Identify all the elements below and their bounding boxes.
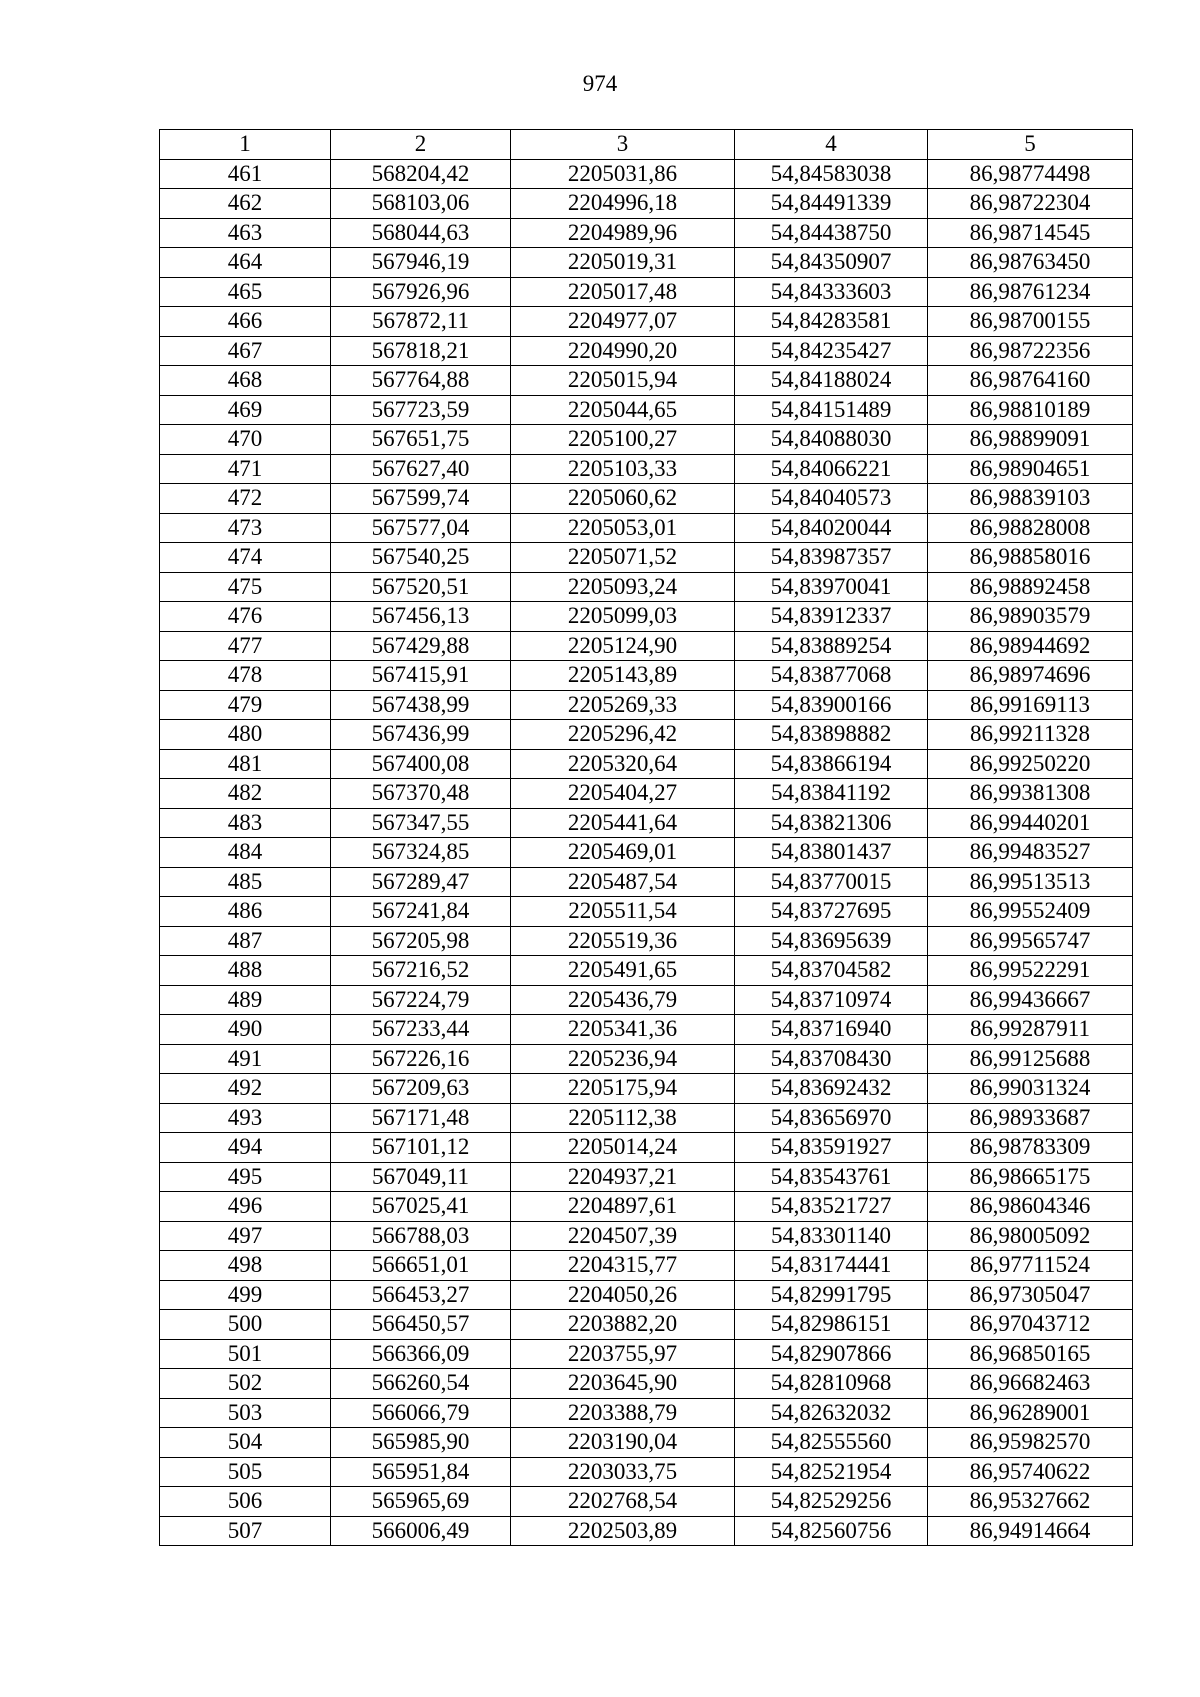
- point-number-cell: 487: [160, 926, 331, 956]
- latitude-cell: 54,83301140: [735, 1221, 928, 1251]
- longitude-cell: 86,99031324: [928, 1074, 1133, 1104]
- y-coordinate-cell: 2204897,61: [511, 1192, 735, 1222]
- y-coordinate-cell: 2204937,21: [511, 1162, 735, 1192]
- longitude-cell: 86,98665175: [928, 1162, 1133, 1192]
- point-number-cell: 501: [160, 1339, 331, 1369]
- latitude-cell: 54,84283581: [735, 307, 928, 337]
- x-coordinate-cell: 567233,44: [331, 1015, 511, 1045]
- y-coordinate-cell: 2205031,86: [511, 159, 735, 189]
- y-coordinate-cell: 2205112,38: [511, 1103, 735, 1133]
- x-coordinate-cell: 567926,96: [331, 277, 511, 307]
- table-row: [160, 248, 1133, 278]
- longitude-cell: 86,98700155: [928, 307, 1133, 337]
- longitude-cell: 86,98899091: [928, 425, 1133, 455]
- table-row: [160, 543, 1133, 573]
- table-row: [160, 1103, 1133, 1133]
- point-number-cell: 505: [160, 1457, 331, 1487]
- table-row: [160, 572, 1133, 602]
- point-number-cell: 481: [160, 749, 331, 779]
- point-number-cell: 486: [160, 897, 331, 927]
- y-coordinate-cell: 2203645,90: [511, 1369, 735, 1399]
- table-row: [160, 1133, 1133, 1163]
- longitude-cell: 86,99565747: [928, 926, 1133, 956]
- point-number-cell: 498: [160, 1251, 331, 1281]
- latitude-cell: 54,82810968: [735, 1369, 928, 1399]
- latitude-cell: 54,83970041: [735, 572, 928, 602]
- y-coordinate-cell: 2203388,79: [511, 1398, 735, 1428]
- y-coordinate-cell: 2205320,64: [511, 749, 735, 779]
- y-coordinate-cell: 2205441,64: [511, 808, 735, 838]
- longitude-cell: 86,96682463: [928, 1369, 1133, 1399]
- point-number-cell: 462: [160, 189, 331, 219]
- x-coordinate-cell: 567415,91: [331, 661, 511, 691]
- y-coordinate-cell: 2204996,18: [511, 189, 735, 219]
- y-coordinate-cell: 2205103,33: [511, 454, 735, 484]
- x-coordinate-cell: 567025,41: [331, 1192, 511, 1222]
- table-row: [160, 1015, 1133, 1045]
- longitude-cell: 86,98839103: [928, 484, 1133, 514]
- longitude-cell: 86,98604346: [928, 1192, 1133, 1222]
- point-number-cell: 476: [160, 602, 331, 632]
- table-row: [160, 1251, 1133, 1281]
- x-coordinate-cell: 566366,09: [331, 1339, 511, 1369]
- longitude-cell: 86,95982570: [928, 1428, 1133, 1458]
- y-coordinate-cell: 2205236,94: [511, 1044, 735, 1074]
- y-coordinate-cell: 2205100,27: [511, 425, 735, 455]
- table-header: [160, 130, 1133, 160]
- longitude-cell: 86,97043712: [928, 1310, 1133, 1340]
- y-coordinate-cell: 2203190,04: [511, 1428, 735, 1458]
- x-coordinate-cell: 566453,27: [331, 1280, 511, 1310]
- x-coordinate-cell: 566788,03: [331, 1221, 511, 1251]
- point-number-cell: 496: [160, 1192, 331, 1222]
- x-coordinate-cell: 567872,11: [331, 307, 511, 337]
- longitude-cell: 86,98974696: [928, 661, 1133, 691]
- table-row: [160, 484, 1133, 514]
- y-coordinate-cell: 2205044,65: [511, 395, 735, 425]
- x-coordinate-cell: 566066,79: [331, 1398, 511, 1428]
- latitude-cell: 54,83900166: [735, 690, 928, 720]
- latitude-cell: 54,83912337: [735, 602, 928, 632]
- longitude-cell: 86,99211328: [928, 720, 1133, 750]
- x-coordinate-cell: 566260,54: [331, 1369, 511, 1399]
- table-row: [160, 1516, 1133, 1546]
- x-coordinate-cell: 567241,84: [331, 897, 511, 927]
- point-number-cell: 468: [160, 366, 331, 396]
- latitude-cell: 54,84088030: [735, 425, 928, 455]
- table-row: [160, 897, 1133, 927]
- point-number-cell: 494: [160, 1133, 331, 1163]
- point-number-cell: 499: [160, 1280, 331, 1310]
- y-coordinate-cell: 2204977,07: [511, 307, 735, 337]
- x-coordinate-cell: 567224,79: [331, 985, 511, 1015]
- table-row: [160, 1192, 1133, 1222]
- longitude-cell: 86,99440201: [928, 808, 1133, 838]
- point-number-cell: 464: [160, 248, 331, 278]
- y-coordinate-cell: 2205015,94: [511, 366, 735, 396]
- y-coordinate-cell: 2205124,90: [511, 631, 735, 661]
- latitude-cell: 54,83987357: [735, 543, 928, 573]
- table-row: [160, 1221, 1133, 1251]
- table-row: [160, 1398, 1133, 1428]
- x-coordinate-cell: 566651,01: [331, 1251, 511, 1281]
- point-number-cell: 492: [160, 1074, 331, 1104]
- x-coordinate-cell: 567324,85: [331, 838, 511, 868]
- point-number-cell: 502: [160, 1369, 331, 1399]
- table-row: [160, 926, 1133, 956]
- latitude-cell: 54,83889254: [735, 631, 928, 661]
- point-number-cell: 480: [160, 720, 331, 750]
- longitude-cell: 86,98810189: [928, 395, 1133, 425]
- table-row: [160, 956, 1133, 986]
- x-coordinate-cell: 567429,88: [331, 631, 511, 661]
- longitude-cell: 86,98904651: [928, 454, 1133, 484]
- longitude-cell: 86,98903579: [928, 602, 1133, 632]
- table-body: [160, 159, 1133, 1546]
- y-coordinate-cell: 2205341,36: [511, 1015, 735, 1045]
- table-row: [160, 189, 1133, 219]
- x-coordinate-cell: 566450,57: [331, 1310, 511, 1340]
- x-coordinate-cell: 568044,63: [331, 218, 511, 248]
- column-header-1: 1: [160, 130, 331, 160]
- y-coordinate-cell: 2205053,01: [511, 513, 735, 543]
- y-coordinate-cell: 2205519,36: [511, 926, 735, 956]
- point-number-cell: 482: [160, 779, 331, 809]
- table-row: [160, 779, 1133, 809]
- longitude-cell: 86,98944692: [928, 631, 1133, 661]
- latitude-cell: 54,83708430: [735, 1044, 928, 1074]
- latitude-cell: 54,83877068: [735, 661, 928, 691]
- point-number-cell: 479: [160, 690, 331, 720]
- table-row: [160, 690, 1133, 720]
- latitude-cell: 54,83695639: [735, 926, 928, 956]
- point-number-cell: 484: [160, 838, 331, 868]
- table-row: [160, 1369, 1133, 1399]
- latitude-cell: 54,83821306: [735, 808, 928, 838]
- point-number-cell: 493: [160, 1103, 331, 1133]
- longitude-cell: 86,98783309: [928, 1133, 1133, 1163]
- y-coordinate-cell: 2204315,77: [511, 1251, 735, 1281]
- latitude-cell: 54,84333603: [735, 277, 928, 307]
- x-coordinate-cell: 567723,59: [331, 395, 511, 425]
- point-number-cell: 475: [160, 572, 331, 602]
- latitude-cell: 54,84188024: [735, 366, 928, 396]
- point-number-cell: 463: [160, 218, 331, 248]
- table-row: [160, 1487, 1133, 1517]
- table-row: [160, 1339, 1133, 1369]
- x-coordinate-cell: 567400,08: [331, 749, 511, 779]
- table-row: [160, 277, 1133, 307]
- x-coordinate-cell: 567436,99: [331, 720, 511, 750]
- latitude-cell: 54,84491339: [735, 189, 928, 219]
- point-number-cell: 461: [160, 159, 331, 189]
- latitude-cell: 54,82632032: [735, 1398, 928, 1428]
- latitude-cell: 54,83841192: [735, 779, 928, 809]
- table-row: [160, 1162, 1133, 1192]
- column-header-3: 3: [511, 130, 735, 160]
- latitude-cell: 54,82907866: [735, 1339, 928, 1369]
- point-number-cell: 467: [160, 336, 331, 366]
- table-row: [160, 307, 1133, 337]
- table-row: [160, 661, 1133, 691]
- y-coordinate-cell: 2205436,79: [511, 985, 735, 1015]
- x-coordinate-cell: 567226,16: [331, 1044, 511, 1074]
- y-coordinate-cell: 2205060,62: [511, 484, 735, 514]
- point-number-cell: 506: [160, 1487, 331, 1517]
- longitude-cell: 86,99552409: [928, 897, 1133, 927]
- latitude-cell: 54,83801437: [735, 838, 928, 868]
- longitude-cell: 86,98764160: [928, 366, 1133, 396]
- latitude-cell: 54,82986151: [735, 1310, 928, 1340]
- x-coordinate-cell: 567049,11: [331, 1162, 511, 1192]
- point-number-cell: 474: [160, 543, 331, 573]
- latitude-cell: 54,82991795: [735, 1280, 928, 1310]
- longitude-cell: 86,98722356: [928, 336, 1133, 366]
- x-coordinate-cell: 567289,47: [331, 867, 511, 897]
- longitude-cell: 86,98722304: [928, 189, 1133, 219]
- y-coordinate-cell: 2205071,52: [511, 543, 735, 573]
- y-coordinate-cell: 2205143,89: [511, 661, 735, 691]
- latitude-cell: 54,83898882: [735, 720, 928, 750]
- table-row: [160, 159, 1133, 189]
- coordinates-table: [159, 129, 1133, 1546]
- latitude-cell: 54,83591927: [735, 1133, 928, 1163]
- y-coordinate-cell: 2203755,97: [511, 1339, 735, 1369]
- y-coordinate-cell: 2205093,24: [511, 572, 735, 602]
- x-coordinate-cell: 567946,19: [331, 248, 511, 278]
- point-number-cell: 478: [160, 661, 331, 691]
- point-number-cell: 473: [160, 513, 331, 543]
- x-coordinate-cell: 567627,40: [331, 454, 511, 484]
- y-coordinate-cell: 2205296,42: [511, 720, 735, 750]
- y-coordinate-cell: 2205099,03: [511, 602, 735, 632]
- x-coordinate-cell: 567205,98: [331, 926, 511, 956]
- x-coordinate-cell: 567370,48: [331, 779, 511, 809]
- y-coordinate-cell: 2205014,24: [511, 1133, 735, 1163]
- longitude-cell: 86,95740622: [928, 1457, 1133, 1487]
- y-coordinate-cell: 2202768,54: [511, 1487, 735, 1517]
- point-number-cell: 465: [160, 277, 331, 307]
- longitude-cell: 86,98763450: [928, 248, 1133, 278]
- table-row: [160, 749, 1133, 779]
- y-coordinate-cell: 2203882,20: [511, 1310, 735, 1340]
- table-row: [160, 1044, 1133, 1074]
- latitude-cell: 54,83704582: [735, 956, 928, 986]
- longitude-cell: 86,98761234: [928, 277, 1133, 307]
- longitude-cell: 86,99513513: [928, 867, 1133, 897]
- longitude-cell: 86,94914664: [928, 1516, 1133, 1546]
- x-coordinate-cell: 565985,90: [331, 1428, 511, 1458]
- point-number-cell: 503: [160, 1398, 331, 1428]
- longitude-cell: 86,99287911: [928, 1015, 1133, 1045]
- longitude-cell: 86,97711524: [928, 1251, 1133, 1281]
- latitude-cell: 54,83656970: [735, 1103, 928, 1133]
- latitude-cell: 54,83866194: [735, 749, 928, 779]
- table-row: [160, 867, 1133, 897]
- longitude-cell: 86,99381308: [928, 779, 1133, 809]
- point-number-cell: 471: [160, 454, 331, 484]
- longitude-cell: 86,98828008: [928, 513, 1133, 543]
- x-coordinate-cell: 567456,13: [331, 602, 511, 632]
- point-number-cell: 489: [160, 985, 331, 1015]
- y-coordinate-cell: 2205269,33: [511, 690, 735, 720]
- point-number-cell: 491: [160, 1044, 331, 1074]
- y-coordinate-cell: 2205017,48: [511, 277, 735, 307]
- x-coordinate-cell: 567818,21: [331, 336, 511, 366]
- longitude-cell: 86,98892458: [928, 572, 1133, 602]
- table-row: [160, 1310, 1133, 1340]
- header-row: [160, 130, 1133, 160]
- x-coordinate-cell: 567599,74: [331, 484, 511, 514]
- point-number-cell: 477: [160, 631, 331, 661]
- latitude-cell: 54,84020044: [735, 513, 928, 543]
- y-coordinate-cell: 2204990,20: [511, 336, 735, 366]
- point-number-cell: 466: [160, 307, 331, 337]
- y-coordinate-cell: 2205491,65: [511, 956, 735, 986]
- x-coordinate-cell: 567216,52: [331, 956, 511, 986]
- table-row: [160, 395, 1133, 425]
- table-row: [160, 366, 1133, 396]
- longitude-cell: 86,98858016: [928, 543, 1133, 573]
- y-coordinate-cell: 2203033,75: [511, 1457, 735, 1487]
- latitude-cell: 54,83727695: [735, 897, 928, 927]
- point-number-cell: 504: [160, 1428, 331, 1458]
- latitude-cell: 54,84235427: [735, 336, 928, 366]
- table-row: [160, 1074, 1133, 1104]
- point-number-cell: 470: [160, 425, 331, 455]
- latitude-cell: 54,84040573: [735, 484, 928, 514]
- longitude-cell: 86,99169113: [928, 690, 1133, 720]
- y-coordinate-cell: 2205404,27: [511, 779, 735, 809]
- table-row: [160, 985, 1133, 1015]
- point-number-cell: 497: [160, 1221, 331, 1251]
- point-number-cell: 490: [160, 1015, 331, 1045]
- y-coordinate-cell: 2204050,26: [511, 1280, 735, 1310]
- longitude-cell: 86,96850165: [928, 1339, 1133, 1369]
- y-coordinate-cell: 2205487,54: [511, 867, 735, 897]
- point-number-cell: 469: [160, 395, 331, 425]
- latitude-cell: 54,84583038: [735, 159, 928, 189]
- longitude-cell: 86,99125688: [928, 1044, 1133, 1074]
- table-row: [160, 1428, 1133, 1458]
- point-number-cell: 485: [160, 867, 331, 897]
- latitude-cell: 54,83521727: [735, 1192, 928, 1222]
- latitude-cell: 54,82555560: [735, 1428, 928, 1458]
- table-row: [160, 336, 1133, 366]
- longitude-cell: 86,99522291: [928, 956, 1133, 986]
- point-number-cell: 495: [160, 1162, 331, 1192]
- x-coordinate-cell: 567764,88: [331, 366, 511, 396]
- x-coordinate-cell: 566006,49: [331, 1516, 511, 1546]
- longitude-cell: 86,95327662: [928, 1487, 1133, 1517]
- table-row: [160, 808, 1133, 838]
- longitude-cell: 86,96289001: [928, 1398, 1133, 1428]
- page-number: 974: [582, 71, 618, 96]
- x-coordinate-cell: 568204,42: [331, 159, 511, 189]
- column-header-4: 4: [735, 130, 928, 160]
- table-row: [160, 1457, 1133, 1487]
- x-coordinate-cell: 565951,84: [331, 1457, 511, 1487]
- latitude-cell: 54,83543761: [735, 1162, 928, 1192]
- latitude-cell: 54,84151489: [735, 395, 928, 425]
- x-coordinate-cell: 567540,25: [331, 543, 511, 573]
- x-coordinate-cell: 567651,75: [331, 425, 511, 455]
- x-coordinate-cell: 567347,55: [331, 808, 511, 838]
- x-coordinate-cell: 568103,06: [331, 189, 511, 219]
- x-coordinate-cell: 567171,48: [331, 1103, 511, 1133]
- latitude-cell: 54,84350907: [735, 248, 928, 278]
- column-header-5: 5: [928, 130, 1133, 160]
- point-number-cell: 500: [160, 1310, 331, 1340]
- latitude-cell: 54,83174441: [735, 1251, 928, 1281]
- x-coordinate-cell: 567520,51: [331, 572, 511, 602]
- point-number-cell: 472: [160, 484, 331, 514]
- point-number-cell: 488: [160, 956, 331, 986]
- y-coordinate-cell: 2204989,96: [511, 218, 735, 248]
- longitude-cell: 86,97305047: [928, 1280, 1133, 1310]
- y-coordinate-cell: 2202503,89: [511, 1516, 735, 1546]
- y-coordinate-cell: 2205469,01: [511, 838, 735, 868]
- longitude-cell: 86,98714545: [928, 218, 1133, 248]
- latitude-cell: 54,84438750: [735, 218, 928, 248]
- latitude-cell: 54,83770015: [735, 867, 928, 897]
- longitude-cell: 86,98005092: [928, 1221, 1133, 1251]
- latitude-cell: 54,82529256: [735, 1487, 928, 1517]
- x-coordinate-cell: 567209,63: [331, 1074, 511, 1104]
- table-row: [160, 720, 1133, 750]
- y-coordinate-cell: 2204507,39: [511, 1221, 735, 1251]
- point-number-cell: 483: [160, 808, 331, 838]
- table-row: [160, 513, 1133, 543]
- y-coordinate-cell: 2205511,54: [511, 897, 735, 927]
- x-coordinate-cell: 567101,12: [331, 1133, 511, 1163]
- longitude-cell: 86,99436667: [928, 985, 1133, 1015]
- table-row: [160, 218, 1133, 248]
- latitude-cell: 54,83692432: [735, 1074, 928, 1104]
- longitude-cell: 86,99250220: [928, 749, 1133, 779]
- table-row: [160, 425, 1133, 455]
- table-row: [160, 838, 1133, 868]
- y-coordinate-cell: 2205019,31: [511, 248, 735, 278]
- latitude-cell: 54,83716940: [735, 1015, 928, 1045]
- column-header-2: 2: [331, 130, 511, 160]
- latitude-cell: 54,84066221: [735, 454, 928, 484]
- x-coordinate-cell: 567577,04: [331, 513, 511, 543]
- table-row: [160, 631, 1133, 661]
- table-row: [160, 602, 1133, 632]
- latitude-cell: 54,82521954: [735, 1457, 928, 1487]
- latitude-cell: 54,83710974: [735, 985, 928, 1015]
- point-number-cell: 507: [160, 1516, 331, 1546]
- y-coordinate-cell: 2205175,94: [511, 1074, 735, 1104]
- longitude-cell: 86,99483527: [928, 838, 1133, 868]
- x-coordinate-cell: 565965,69: [331, 1487, 511, 1517]
- longitude-cell: 86,98933687: [928, 1103, 1133, 1133]
- latitude-cell: 54,82560756: [735, 1516, 928, 1546]
- table-row: [160, 1280, 1133, 1310]
- table-row: [160, 454, 1133, 484]
- longitude-cell: 86,98774498: [928, 159, 1133, 189]
- x-coordinate-cell: 567438,99: [331, 690, 511, 720]
